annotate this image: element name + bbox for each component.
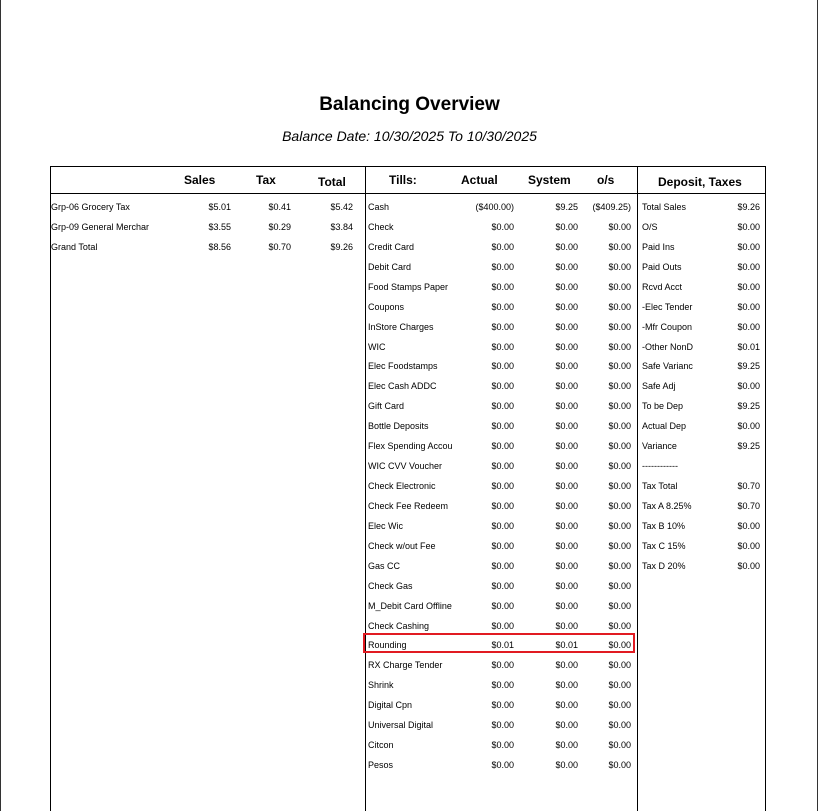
- tills-row: [368, 579, 634, 593]
- deposit-row-value: $9.25: [737, 361, 760, 372]
- tills-row: [368, 559, 634, 573]
- tills-row-system: $0.00: [555, 660, 578, 671]
- tills-row-os: $0.00: [608, 560, 631, 571]
- tills-row-actual: $0.00: [491, 281, 514, 292]
- tills-row-system: $0.00: [555, 600, 578, 611]
- deposit-row: [642, 320, 762, 334]
- tills-row-label: Check Gas: [368, 580, 413, 591]
- page-border-left: [0, 0, 1, 811]
- deposit-row-value: $9.25: [737, 441, 760, 452]
- tills-row-os: $0.00: [608, 660, 631, 671]
- tills-row-system: $0.00: [555, 381, 578, 392]
- tills-row-system: $0.00: [555, 500, 578, 511]
- tills-row-actual: $0.00: [491, 740, 514, 751]
- tills-row-label: Universal Digital: [368, 720, 434, 731]
- tills-row-os: $0.00: [608, 341, 631, 352]
- deposit-row-label: Safe Adj: [642, 381, 676, 392]
- deposit-row: [642, 559, 762, 573]
- deposit-row-value: $0.00: [737, 321, 760, 332]
- tills-row-system: $0.00: [555, 700, 578, 711]
- deposit-row-label: Tax D 20%: [642, 560, 686, 571]
- tills-row-actual: $0.00: [491, 520, 514, 531]
- deposit-row-label: -Elec Tender: [642, 301, 693, 312]
- tills-row: [368, 738, 634, 752]
- tills-row-label: Gas CC: [368, 560, 401, 571]
- tills-row-os: $0.00: [608, 760, 631, 771]
- tills-row-system: $0.00: [555, 341, 578, 352]
- tills-row-system: $0.00: [555, 401, 578, 412]
- deposit-row-label: Safe Varianc: [642, 361, 693, 372]
- tills-row-system: $0.01: [555, 640, 578, 651]
- tills-row-actual: $0.00: [491, 381, 514, 392]
- sales-row-label: Grp-06 Grocery Tax: [51, 202, 130, 212]
- tills-row-actual: $0.00: [491, 421, 514, 432]
- tills-row-os: $0.00: [608, 321, 631, 332]
- deposit-row-value: $0.70: [737, 481, 760, 492]
- sales-row-total: $3.84: [330, 222, 353, 232]
- deposit-row-value: $0.01: [737, 341, 760, 352]
- tills-row-label: Flex Spending Accou: [368, 441, 453, 452]
- tills-row-label: Check w/out Fee: [368, 540, 436, 551]
- tills-row-actual: $0.00: [491, 321, 514, 332]
- deposit-row: [642, 359, 762, 373]
- deposit-row-value: $0.00: [737, 241, 760, 252]
- tills-row-label: Check Electronic: [368, 481, 436, 492]
- tills-row-system: $0.00: [555, 261, 578, 272]
- tills-row-label: Elec Cash ADDC: [368, 381, 437, 392]
- tills-row-system: $9.25: [555, 202, 578, 212]
- tills-row-os: $0.00: [608, 221, 631, 232]
- deposit-row-value: $0.00: [737, 261, 760, 272]
- tills-row-label: Shrink: [368, 680, 394, 691]
- tills-row: [368, 439, 634, 453]
- tills-row-system: $0.00: [555, 580, 578, 591]
- tills-divider-left: [365, 166, 366, 811]
- sales-row: [51, 200, 364, 214]
- tills-row: [368, 599, 634, 613]
- tills-row-system: $0.00: [555, 740, 578, 751]
- sales-row-sales: $5.01: [208, 202, 231, 212]
- tills-row-actual: $0.00: [491, 700, 514, 711]
- tills-row-actual: $0.00: [491, 760, 514, 771]
- tills-row: [368, 280, 634, 294]
- tills-row: [368, 260, 634, 274]
- tills-row: [368, 399, 634, 413]
- deposit-row-label: Tax B 10%: [642, 520, 686, 531]
- deposit-row: [642, 439, 762, 453]
- tills-row-label: Food Stamps Paper: [368, 281, 449, 292]
- tills-row: [368, 459, 634, 473]
- tills-row-actual: $0.00: [491, 341, 514, 352]
- tills-row: [368, 200, 634, 214]
- sales-row-tax: $0.70: [268, 242, 291, 252]
- deposit-row: [642, 240, 762, 254]
- tills-row-label: InStore Charges: [368, 321, 434, 332]
- tills-row-os: $0.00: [608, 740, 631, 751]
- tills-row-actual: $0.00: [491, 261, 514, 272]
- deposit-row-label: O/S: [642, 221, 658, 232]
- deposit-row-value: $0.70: [737, 500, 760, 511]
- tills-row-label: Coupons: [368, 301, 405, 312]
- deposit-row: [642, 519, 762, 533]
- deposit-row-value: $0.00: [737, 281, 760, 292]
- tills-row-actual: $0.00: [491, 461, 514, 472]
- deposit-row-label: Variance: [642, 441, 677, 452]
- tills-row-label: Elec Foodstamps: [368, 361, 438, 372]
- tills-row-actual: ($400.00): [475, 202, 514, 212]
- tills-row-system: $0.00: [555, 441, 578, 452]
- tills-row: [368, 619, 634, 633]
- deposit-row-label: Paid Outs: [642, 261, 682, 272]
- tills-row: [368, 698, 634, 712]
- tills-row: [368, 658, 634, 672]
- tills-row-system: $0.00: [555, 301, 578, 312]
- tills-row-actual: $0.00: [491, 540, 514, 551]
- deposit-row: [642, 200, 762, 214]
- tills-row-os: $0.00: [608, 520, 631, 531]
- sales-row-total: $5.42: [330, 202, 353, 212]
- tills-row-os: $0.00: [608, 421, 631, 432]
- deposit-row-value: $0.00: [737, 540, 760, 551]
- sales-row-tax: $0.29: [268, 222, 291, 232]
- tills-row-os: $0.00: [608, 381, 631, 392]
- tills-row-label: Check Fee Redeem: [368, 500, 449, 511]
- tills-row-system: $0.00: [555, 241, 578, 252]
- header-deposit-taxes: Deposit, Taxes: [658, 175, 742, 189]
- tills-row-label: Bottle Deposits: [368, 421, 429, 432]
- deposit-row-value: $0.00: [737, 221, 760, 232]
- tills-row-label: Debit Card: [368, 261, 412, 272]
- tills-row-label: Digital Cpn: [368, 700, 413, 711]
- deposit-row: [642, 419, 762, 433]
- tills-row-system: $0.00: [555, 321, 578, 332]
- tills-row-os: $0.00: [608, 241, 631, 252]
- table-left-border: [50, 166, 51, 811]
- tills-row-system: $0.00: [555, 361, 578, 372]
- tills-row-label: WIC: [368, 341, 386, 352]
- deposit-row-value: $0.00: [737, 301, 760, 312]
- header-system: System: [528, 173, 571, 187]
- tills-row-label: Citcon: [368, 740, 394, 751]
- tills-row: [368, 519, 634, 533]
- tills-row-actual: $0.01: [491, 640, 514, 651]
- tills-row-actual: $0.00: [491, 720, 514, 731]
- deposit-row-value: $9.25: [737, 401, 760, 412]
- tills-row-actual: $0.00: [491, 620, 514, 631]
- tills-row: [368, 300, 634, 314]
- sales-row-label: Grand Total: [51, 242, 98, 252]
- tills-row-os: $0.00: [608, 500, 631, 511]
- header-os: o/s: [597, 173, 615, 187]
- tills-row-actual: $0.00: [491, 441, 514, 452]
- tills-row-os: $0.00: [608, 361, 631, 372]
- tills-row-label: Check: [368, 221, 394, 232]
- sales-row-grand-total: [51, 240, 364, 254]
- tills-row: [368, 419, 634, 433]
- deposit-row-label: Total Sales: [642, 202, 687, 212]
- deposit-row: [642, 499, 762, 513]
- tills-row-actual: $0.00: [491, 560, 514, 571]
- deposit-row-label: Rcvd Acct: [642, 281, 683, 292]
- tills-row-system: $0.00: [555, 481, 578, 492]
- tills-row-actual: $0.00: [491, 301, 514, 312]
- deposit-row-label: Tax Total: [642, 481, 678, 492]
- tills-row-system: $0.00: [555, 221, 578, 232]
- deposit-row: [642, 260, 762, 274]
- report-title: Balancing Overview: [319, 94, 500, 115]
- tills-row-actual: $0.00: [491, 660, 514, 671]
- tills-row-os: $0.00: [608, 401, 631, 412]
- deposit-row-label: ------------: [642, 461, 678, 472]
- tills-row-os: ($409.25): [592, 202, 631, 212]
- header-total: Total: [318, 175, 346, 189]
- deposit-row: [642, 479, 762, 493]
- tills-row-actual: $0.00: [491, 580, 514, 591]
- tills-row: [368, 718, 634, 732]
- tills-row-label: Pesos: [368, 760, 394, 771]
- tills-row-label: Check Cashing: [368, 620, 430, 631]
- tills-row-os: $0.00: [608, 540, 631, 551]
- tills-row-label: WIC CVV Voucher: [368, 461, 443, 472]
- tills-row-actual: $0.00: [491, 221, 514, 232]
- deposit-row-label: Tax C 15%: [642, 540, 686, 551]
- deposit-row: [642, 340, 762, 354]
- tills-row-os: $0.00: [608, 301, 631, 312]
- tills-row: [368, 240, 634, 254]
- deposit-row-value: $0.00: [737, 421, 760, 432]
- tills-row: [368, 359, 634, 373]
- tills-row-os: $0.00: [608, 281, 631, 292]
- page-border-right: [817, 0, 818, 811]
- tills-row-label: Gift Card: [368, 401, 405, 412]
- rounding-highlight-box: [363, 633, 635, 653]
- sales-row-label: Grp-09 General Merchar: [51, 222, 150, 232]
- sales-row-tax: $0.41: [268, 202, 291, 212]
- tills-row-system: $0.00: [555, 680, 578, 691]
- deposit-row: [642, 220, 762, 234]
- tills-row-actual: $0.00: [491, 600, 514, 611]
- deposit-row: [642, 300, 762, 314]
- tills-row-actual: $0.00: [491, 241, 514, 252]
- tills-row-label: M_Debit Card Offline: [368, 600, 452, 611]
- tills-row-os: $0.00: [608, 461, 631, 472]
- tills-row-system: $0.00: [555, 421, 578, 432]
- tills-row: [368, 220, 634, 234]
- tills-row-label: Rounding: [368, 640, 407, 651]
- deposit-row: [642, 399, 762, 413]
- sales-row-sales: $8.56: [208, 242, 231, 252]
- table-top-border: [50, 166, 766, 167]
- tills-row: [368, 678, 634, 692]
- tills-row-os: $0.00: [608, 261, 631, 272]
- tills-row-os: $0.00: [608, 640, 631, 651]
- tills-row-os: $0.00: [608, 441, 631, 452]
- tills-divider-right: [637, 166, 638, 811]
- tills-row-system: $0.00: [555, 760, 578, 771]
- deposit-row-label: -Other NonD: [642, 341, 694, 352]
- deposit-row-value: $0.00: [737, 560, 760, 571]
- tills-row: [368, 758, 634, 772]
- tills-row-system: $0.00: [555, 560, 578, 571]
- tills-row-system: $0.00: [555, 520, 578, 531]
- tills-row-system: $0.00: [555, 461, 578, 472]
- tills-row-os: $0.00: [608, 680, 631, 691]
- header-bottom-border: [50, 193, 766, 194]
- tills-row: [368, 539, 634, 553]
- deposit-row-value: $0.00: [737, 381, 760, 392]
- deposit-row: [642, 459, 762, 473]
- deposit-row-label: Actual Dep: [642, 421, 687, 432]
- deposit-row-label: Tax A 8.25%: [642, 500, 692, 511]
- tills-row-system: $0.00: [555, 540, 578, 551]
- tills-row-actual: $0.00: [491, 361, 514, 372]
- tills-row-actual: $0.00: [491, 401, 514, 412]
- tills-row-os: $0.00: [608, 700, 631, 711]
- tills-row-actual: $0.00: [491, 481, 514, 492]
- header-actual: Actual: [461, 173, 498, 187]
- tills-row: [368, 499, 634, 513]
- tills-row-system: $0.00: [555, 720, 578, 731]
- sales-row-sales: $3.55: [208, 222, 231, 232]
- table-right-border: [765, 166, 766, 811]
- deposit-row: [642, 280, 762, 294]
- tills-row-os: $0.00: [608, 600, 631, 611]
- header-tax: Tax: [256, 173, 276, 187]
- tills-row-label: Elec Wic: [368, 520, 404, 531]
- deposit-row-value: $0.00: [737, 520, 760, 531]
- sales-row-total: $9.26: [330, 242, 353, 252]
- tills-row-system: $0.00: [555, 281, 578, 292]
- tills-row-os: $0.00: [608, 481, 631, 492]
- deposit-row-label: Paid Ins: [642, 241, 675, 252]
- tills-row-label: Credit Card: [368, 241, 415, 252]
- tills-row: [368, 340, 634, 354]
- tills-row-system: $0.00: [555, 620, 578, 631]
- tills-row-label: RX Charge Tender: [368, 660, 443, 671]
- header-tills: Tills:: [389, 173, 417, 187]
- header-sales: Sales: [184, 173, 216, 187]
- tills-row: [368, 479, 634, 493]
- deposit-row-label: To be Dep: [642, 401, 684, 412]
- tills-row-actual: $0.00: [491, 680, 514, 691]
- tills-row-os: $0.00: [608, 580, 631, 591]
- deposit-row: [642, 539, 762, 553]
- tills-row-os: $0.00: [608, 720, 631, 731]
- tills-row: [368, 320, 634, 334]
- sales-row: [51, 220, 364, 234]
- deposit-row-value: $9.26: [737, 202, 760, 212]
- deposit-row: [642, 379, 762, 393]
- tills-row-actual: $0.00: [491, 500, 514, 511]
- report-subtitle: Balance Date: 10/30/2025 To 10/30/2025: [282, 128, 537, 144]
- tills-row-os: $0.00: [608, 620, 631, 631]
- tills-row: [368, 379, 634, 393]
- deposit-row-label: -Mfr Coupon: [642, 321, 693, 332]
- tills-row-label: Cash: [368, 202, 390, 212]
